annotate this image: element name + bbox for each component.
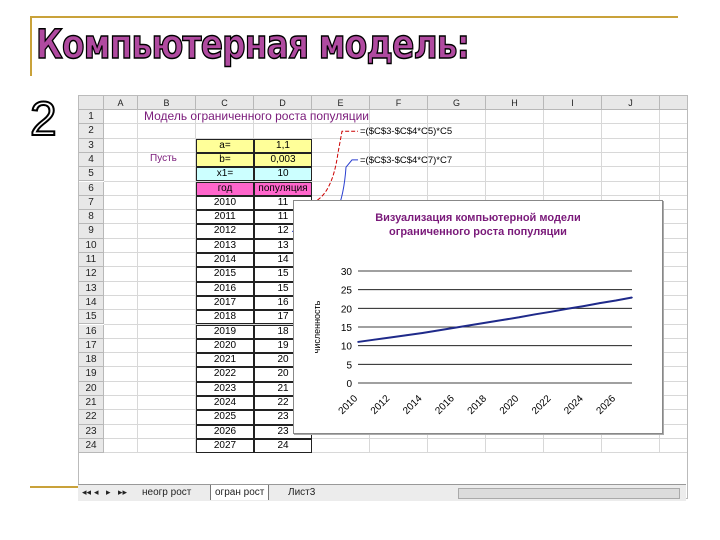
year-cell[interactable]: 2020 bbox=[196, 339, 254, 353]
y-tick-label: 5 bbox=[346, 360, 352, 372]
year-header[interactable]: год bbox=[196, 182, 254, 196]
row-header[interactable]: 21 bbox=[79, 396, 104, 410]
param-name[interactable]: x1= bbox=[196, 167, 254, 181]
population-cell[interactable]: 17 bbox=[254, 310, 312, 324]
line-chart bbox=[294, 201, 662, 433]
x-tick-label: 2024 bbox=[562, 393, 586, 417]
year-cell[interactable]: 2015 bbox=[196, 267, 254, 281]
column-header[interactable]: I bbox=[544, 96, 602, 110]
data-point bbox=[583, 305, 585, 307]
deco-line-left bbox=[30, 16, 32, 76]
y-tick-label: 10 bbox=[340, 341, 352, 353]
year-cell[interactable]: 2010 bbox=[196, 196, 254, 210]
year-cell[interactable]: 2011 bbox=[196, 210, 254, 224]
y-tick-label: 25 bbox=[340, 285, 352, 297]
y-tick-label: 20 bbox=[340, 304, 352, 316]
column-header[interactable]: B bbox=[138, 96, 196, 110]
column-header[interactable]: C bbox=[196, 96, 254, 110]
year-cell[interactable]: 2021 bbox=[196, 353, 254, 367]
column-header-extra[interactable] bbox=[660, 96, 688, 110]
year-cell[interactable]: 2014 bbox=[196, 253, 254, 267]
let-label[interactable]: Пусть bbox=[150, 152, 177, 164]
population-cell[interactable]: 15 bbox=[254, 267, 312, 281]
row-header[interactable]: 6 bbox=[79, 182, 104, 196]
row-header[interactable]: 7 bbox=[79, 196, 104, 210]
data-point bbox=[438, 330, 440, 332]
row-header[interactable]: 22 bbox=[79, 410, 104, 424]
population-cell[interactable]: 22 bbox=[254, 396, 312, 410]
population-cell[interactable]: 15 bbox=[254, 282, 312, 296]
data-point bbox=[486, 322, 488, 324]
data-point bbox=[470, 324, 472, 326]
year-cell[interactable]: 2025 bbox=[196, 410, 254, 424]
data-point bbox=[599, 302, 601, 304]
column-header[interactable]: D bbox=[254, 96, 312, 110]
population-cell[interactable]: 23 bbox=[254, 410, 312, 424]
row-header[interactable]: 23 bbox=[79, 425, 104, 439]
row-header[interactable]: 10 bbox=[79, 239, 104, 253]
column-header[interactable]: E bbox=[312, 96, 370, 110]
population-cell[interactable]: 20 bbox=[254, 353, 312, 367]
column-header[interactable]: H bbox=[486, 96, 544, 110]
population-cell[interactable]: 12 bbox=[254, 224, 312, 238]
x-tick-label: 2010 bbox=[336, 393, 361, 417]
row-header[interactable]: 9 bbox=[79, 224, 104, 238]
param-name[interactable]: b= bbox=[196, 153, 254, 167]
x-tick-label: 2018 bbox=[465, 393, 490, 417]
population-cell[interactable]: 16 bbox=[254, 296, 312, 310]
year-cell[interactable]: 2026 bbox=[196, 425, 254, 439]
tab-nav-button[interactable]: ◂ bbox=[94, 487, 99, 497]
row-header[interactable]: 19 bbox=[79, 367, 104, 381]
column-header[interactable]: G bbox=[428, 96, 486, 110]
year-cell[interactable]: 2017 bbox=[196, 296, 254, 310]
data-point bbox=[551, 311, 553, 313]
tab-nav-button[interactable]: ▸ bbox=[106, 487, 111, 497]
year-cell[interactable]: 2016 bbox=[196, 282, 254, 296]
chart-container[interactable] bbox=[293, 200, 663, 434]
horizontal-scrollbar[interactable] bbox=[458, 488, 680, 499]
chart-title-line: ограниченного роста популяции bbox=[389, 226, 567, 238]
row-header[interactable]: 13 bbox=[79, 282, 104, 296]
row-header[interactable]: 5 bbox=[79, 167, 104, 181]
chart-title-line: Визуализация компьютерной модели bbox=[375, 212, 581, 224]
sheet-title[interactable]: Модель ограниченного роста популяции bbox=[144, 110, 370, 123]
data-point bbox=[357, 341, 359, 343]
population-cell[interactable]: 11 bbox=[254, 196, 312, 210]
y-axis-label: численность bbox=[312, 300, 322, 354]
year-cell[interactable]: 2023 bbox=[196, 382, 254, 396]
param-value[interactable]: 10 bbox=[254, 167, 312, 181]
row-header[interactable]: 12 bbox=[79, 267, 104, 281]
population-cell[interactable]: 21 bbox=[254, 382, 312, 396]
row-header[interactable]: 2 bbox=[79, 124, 104, 138]
param-name[interactable]: a= bbox=[196, 139, 254, 153]
data-point bbox=[389, 337, 391, 339]
column-header[interactable]: J bbox=[602, 96, 660, 110]
year-cell[interactable]: 2024 bbox=[196, 396, 254, 410]
data-point bbox=[518, 316, 520, 318]
formula-callout-2: =($C$3-$C$4*C7)*C7 bbox=[360, 154, 453, 166]
population-cell[interactable]: 13 bbox=[254, 239, 312, 253]
column-header[interactable]: A bbox=[104, 96, 138, 110]
tab-nav-button[interactable]: ◂◂ bbox=[82, 487, 92, 497]
slide-title: Компьютерная модель: bbox=[36, 22, 470, 68]
row-header[interactable]: 1 bbox=[79, 110, 104, 124]
param-value[interactable]: 1,1 bbox=[254, 139, 312, 153]
sheet-tabs-bar bbox=[78, 484, 686, 501]
row-header[interactable]: 15 bbox=[79, 310, 104, 324]
data-point bbox=[615, 300, 617, 302]
data-point bbox=[373, 339, 375, 341]
x-tick-label: 2014 bbox=[401, 393, 425, 417]
population-header[interactable]: популяция bbox=[254, 182, 312, 196]
sheet-tab[interactable]: огран рост bbox=[210, 485, 269, 500]
y-tick-label: 15 bbox=[340, 323, 352, 334]
formula-callout-1: =($C$3-$C$4*C5)*C5 bbox=[360, 126, 453, 138]
select-all-corner[interactable] bbox=[79, 96, 104, 110]
sheet-tab[interactable]: Лист3 bbox=[288, 487, 316, 498]
data-point bbox=[422, 332, 424, 334]
row-header[interactable]: 17 bbox=[79, 339, 104, 353]
population-cell[interactable]: 19 bbox=[254, 339, 312, 353]
data-point bbox=[502, 319, 504, 321]
spreadsheet[interactable] bbox=[78, 95, 688, 499]
y-tick-label: 30 bbox=[340, 267, 352, 278]
row-header[interactable]: 11 bbox=[79, 253, 104, 267]
series-line bbox=[358, 298, 632, 342]
population-cell[interactable]: 23 bbox=[254, 425, 312, 439]
population-cell[interactable]: 14 bbox=[254, 253, 312, 267]
row-header[interactable]: 18 bbox=[79, 353, 104, 367]
slide-number: 2 bbox=[30, 93, 57, 146]
row-header[interactable]: 14 bbox=[79, 296, 104, 310]
row-header[interactable]: 8 bbox=[79, 210, 104, 224]
population-cell[interactable]: 11 bbox=[254, 210, 312, 224]
sheet-tab[interactable]: неогр рост bbox=[142, 487, 192, 498]
data-point bbox=[534, 314, 536, 316]
y-tick-label: 0 bbox=[346, 379, 352, 390]
x-tick-label: 2026 bbox=[594, 393, 619, 417]
population-cell[interactable]: 24 bbox=[254, 439, 312, 453]
x-tick-label: 2022 bbox=[530, 393, 554, 417]
tab-nav-button[interactable]: ▸▸ bbox=[118, 487, 128, 497]
row-header[interactable]: 4 bbox=[79, 153, 104, 167]
deco-line-top bbox=[30, 16, 678, 18]
data-point bbox=[631, 297, 633, 299]
column-header[interactable]: F bbox=[370, 96, 428, 110]
year-cell[interactable]: 2013 bbox=[196, 239, 254, 253]
row-header[interactable]: 3 bbox=[79, 139, 104, 153]
row-header[interactable]: 16 bbox=[79, 325, 104, 339]
row-header[interactable]: 20 bbox=[79, 382, 104, 396]
x-tick-label: 2020 bbox=[497, 393, 522, 417]
x-tick-label: 2016 bbox=[433, 393, 457, 417]
x-tick-label: 2012 bbox=[368, 393, 393, 417]
row-header[interactable]: 24 bbox=[79, 439, 104, 453]
year-cell[interactable]: 2022 bbox=[196, 367, 254, 381]
param-value[interactable]: 0,003 bbox=[254, 153, 312, 167]
data-point bbox=[454, 327, 456, 329]
year-cell[interactable]: 2018 bbox=[196, 310, 254, 324]
data-point bbox=[406, 334, 408, 336]
year-cell[interactable]: 2027 bbox=[196, 439, 254, 453]
population-cell[interactable]: 20 bbox=[254, 367, 312, 381]
population-cell[interactable]: 18 bbox=[254, 325, 312, 339]
year-cell[interactable]: 2019 bbox=[196, 325, 254, 339]
year-cell[interactable]: 2012 bbox=[196, 224, 254, 238]
data-point bbox=[567, 308, 569, 310]
